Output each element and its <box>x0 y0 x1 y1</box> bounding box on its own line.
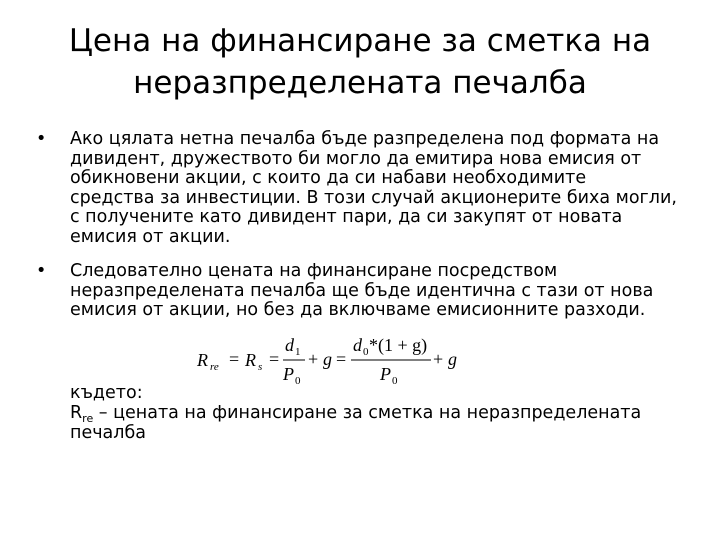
text-line: Ако цялата нетна печалба бъде разпределена под формата на <box>70 129 660 149</box>
fraction1-num: d <box>285 335 294 355</box>
definition-symbol-sub: re <box>82 411 94 425</box>
formula-g-2: g <box>448 349 457 369</box>
where-label: където: <box>70 383 143 403</box>
formula-equals-2: = <box>269 349 280 369</box>
definition-rre <box>70 404 641 425</box>
formula-rs: R <box>245 350 256 370</box>
bullet-marker: • <box>36 261 47 281</box>
definitions <box>70 384 641 444</box>
formula-plus-2: + <box>433 349 444 369</box>
formula-lhs-sub: re <box>210 361 219 373</box>
text-line: Следователно цената на финансиране посредством <box>70 261 558 281</box>
formula-equals-1: = <box>229 349 240 369</box>
fraction2-den: P <box>380 364 391 384</box>
fraction2-num-rest: *(1 + g) <box>369 335 428 355</box>
text-line: емисия от акции. <box>70 226 231 247</box>
formula-g-1: g <box>323 349 332 369</box>
text-line: обикновени акции, с които да си набави необходимите <box>70 168 587 188</box>
bullet-text <box>70 262 690 321</box>
text-line: дивидент, дружеството би могло да емитира нова емисия от <box>70 148 642 169</box>
formula-lhs: R <box>197 350 208 370</box>
formula-rs-sub: s <box>258 361 263 373</box>
fraction2-den-sub: 0 <box>392 375 398 387</box>
title-line-1: Цена на финансиране за сметка на <box>68 23 652 59</box>
bullet-marker: • <box>36 129 47 149</box>
fraction1-num-sub: 1 <box>295 346 301 358</box>
text-line: неразпределената печалба ще бъде идентична с тази от нова <box>70 280 654 301</box>
title-line-2: неразпределената печалба <box>133 65 587 101</box>
cost-of-retained-earnings-formula <box>195 333 465 388</box>
text-line: с получените като дивидент пари, да си закупят от новата <box>70 207 623 227</box>
definition-continuation: печалба <box>70 423 146 443</box>
definition-text: – цената на финансиране за сметка на неразпределената <box>93 402 642 423</box>
text-line: средства за инвестиции. В този случай акционерите биха могли, <box>70 187 677 208</box>
fraction1-den: P <box>283 364 294 384</box>
slide-title <box>20 20 700 104</box>
text-line: емисия от акции, но без да включваме емисионните разходи. <box>70 300 646 320</box>
fraction2-num: d <box>353 335 362 355</box>
definition-symbol: R <box>70 402 83 423</box>
fraction2-num-sub: 0 <box>363 346 369 358</box>
bullet-text <box>70 130 690 247</box>
fraction1-den-sub: 0 <box>295 375 301 387</box>
formula-plus-1: + <box>308 349 319 369</box>
formula-equals-3: = <box>336 349 347 369</box>
